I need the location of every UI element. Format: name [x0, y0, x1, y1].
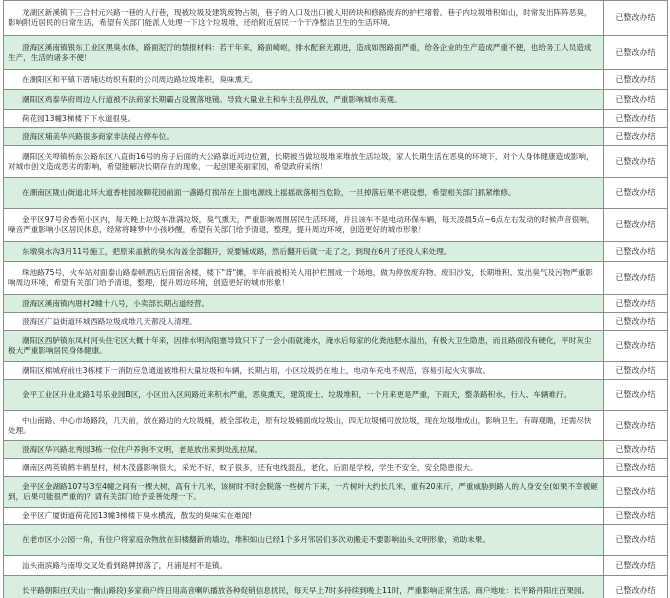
status-cell: 已整改办结 — [604, 477, 668, 508]
issue-text: 澄海区埔美华兴路很多商家非法侵占停车位。 — [4, 128, 604, 146]
status-cell: 已整改办结 — [604, 362, 668, 380]
table-row — [4, 380, 668, 411]
issue-text: 中山南路、中心市场路段，几天前，放在路边的大垃圾桶，被全部收走，原有垃圾桶面成垃圾山，四无垃圾桶可放垃圾，现在垃圾堆成山，影响卫生。有碍观瞻，还需尽快处理。 — [4, 411, 604, 441]
status-cell: 已整改办结 — [604, 295, 668, 313]
table-row — [4, 313, 668, 331]
table-row — [4, 525, 668, 556]
issue-text: 潮阳区西胪镇东凤村河头住宅区大概十年来，因排水明沟阻塞导致只下了一会小雨就淹水，淹水后每家的化粪池肥水溢出，有极大卫生隐患，而且路面没有硬化，平时灰尘极大严重影响居民身体健康。 — [4, 331, 604, 362]
table-row — [4, 110, 668, 128]
status-cell: 已整改办结 — [604, 36, 668, 70]
status-cell: 已整改办结 — [604, 128, 668, 146]
issue-text: 澄海区广益街道环城西路垃圾成堆几天都没人清理。 — [4, 313, 604, 331]
issue-text: 长平路朝阳庄(天山一衡山路段)多家商户终日用高音喇叭播放各种促销信息扰民，每天早上7时多持续到晚上11时，严重影响正常生活。商户地址：长平路丹阳庄百果园。 — [4, 576, 604, 598]
status-cell: 已整改办结 — [604, 556, 668, 576]
table-row — [4, 411, 668, 441]
issue-text: 潮阳区鸡泰华府周边人行道被不法商家长期霸占设置落地镜。导致大量业主和车主乱停乱放，严重影响城市美观。 — [4, 90, 604, 110]
table-row — [4, 362, 668, 380]
status-cell: 已整改办结 — [604, 525, 668, 556]
status-cell: 已整改办结 — [604, 441, 668, 459]
issue-text: 澄海区溪南镇银东工业区黑臭水体，路面泥泞的禁报材料：若干年来，路面崎岖，排水配套无跟进，造成如图路面严重，给各企业的生产造成严重不便，也给务工人员造成生产，生活的诸多不便！ — [4, 36, 604, 70]
status-cell: 已整改办结 — [604, 110, 668, 128]
table-row — [4, 36, 668, 70]
table-row — [4, 556, 668, 576]
status-cell: 已整改办结 — [604, 459, 668, 477]
issue-text: 荷花园13幢3梯楼下下水道很臭。 — [4, 110, 604, 128]
status-cell: 已整改办结 — [604, 242, 668, 262]
table-row — [4, 146, 668, 178]
status-cell: 已整改办结 — [604, 576, 668, 598]
status-cell: 已整改办结 — [604, 90, 668, 110]
status-cell: 已整改办结 — [604, 313, 668, 331]
status-cell: 已整改办结 — [604, 262, 668, 295]
issue-text: 珠池路75号，火车站对面泰山路泰顿酒店后面宿舍楼，楼下"背"摊，半年前被相关人用护栏围成一个场地，做为停放废弃物、废旧沙发，长期堆积、发出臭气及污物严重影响周边环境，希望有关部门给予清退，整理，提升周边环境，创造更好的城市形象！ — [4, 262, 604, 295]
issue-text: 东墩臭水沟3月11号施工，把原来盖掀的臭水沟盖全部翻开，说要铺成路，然后翻开后就一走了之，到现在6月了还没人来处理。 — [4, 242, 604, 262]
table-row — [4, 576, 668, 598]
table-row — [4, 262, 668, 295]
issue-text: 澄海区华兴路北秀园3栋一位住户养狗不文明，老是放出来到处乱拉屎。 — [4, 441, 604, 459]
status-cell: 已整改办结 — [604, 209, 668, 242]
complaint-table — [3, 0, 668, 598]
status-cell: 已整改办结 — [604, 1, 668, 36]
issue-text: 在老市区小公园一角，有住户将家庭杂物放在旧楼翻新的墙边，堆积如山已经1个多月邻居们多次劝搬走不要影响汕头文明形象，劝助未果。 — [4, 525, 604, 556]
table-row — [4, 477, 668, 508]
status-cell: 已整改办结 — [604, 380, 668, 411]
status-cell: 已整改办结 — [604, 331, 668, 362]
table-row — [4, 128, 668, 146]
issue-text: 金平区广厦街道荷花园13幢3梯楼下臭水横流，散发的臭味实在难闻! — [4, 508, 604, 525]
table-row — [4, 508, 668, 525]
table-row — [4, 331, 668, 362]
table-row — [4, 90, 668, 110]
issue-text: 潮南区两英镇鹤丰鹤星村，树木茂盛影响很大，采光不好，蚊子很多，还有电线混乱，老化，后面是学校，学生不安全，安全隐患很大。 — [4, 459, 604, 477]
table-row — [4, 441, 668, 459]
issue-text: 龙湖区新溪镇下三合村元兴路一巷的人行巷，现被垃圾及建筑废物占领，巷子的入口及出口被人用砖块和修路废弃的护栏堵着。巷子内垃圾堆积如山，时常发出阵阵恶臭，影响附近居民的日常生活，希望有关部门能派人处理一下这个垃圾堆，还给附近居民一个干净整洁卫生的生活环境。 — [4, 1, 604, 36]
complaint-table-body — [4, 1, 668, 598]
issue-text: 澄海区溪南镇内厝村2幢十八号，小卖部长期占道经营。 — [4, 295, 604, 313]
issue-text: 汕头南滨路与南埠交叉处看到路牌掉落了，月浦是村不是镇。 — [4, 556, 604, 576]
table-row — [4, 70, 668, 90]
status-cell: 已整改办结 — [604, 411, 668, 441]
issue-text: 金平区97号舍香苑小区内，每天晚上垃圾车准满垃圾，臭气熏天，严重影响周围居民生活环境，并且该车不是电动环保车辆，每天凌晨5点~6点左右发动的时候声音很响，噪音严重影响小区居民休息，经常将睡梦中小孩吵醒，希望有关部门给予清退，整理，提升周边环境，创造更好的城市形象！ — [4, 209, 604, 242]
issue-text: 金平区金湖路107号3至4幢之间有一棵大树，高有十几米，该树时不时会脱落一些树片下来，一片树叶大约长几米，重有20来斤，严重威胁到路人的人身安全(如果不幸被砸到，后果可能很严重的)？请有关部门给予妥善处理一下。 — [4, 477, 604, 508]
issue-text: 在潮南区陇山街道北环大道香桂园竣聊花园前面一盏路灯损吊在上面电源线上摇摇欲落相当危险，一旦掉落后果不堪设想，希望相关部门抓紧维修。 — [4, 178, 604, 209]
table-row — [4, 209, 668, 242]
issue-text: 潮阳区棉城府前庄3栋楼下一消防应急通道被堆积大量垃圾和车辆，长期占用，小区垃圾扔在地上，电动车充电不规范，容易引起火灾事故。 — [4, 362, 604, 380]
status-cell: 已整改办结 — [604, 70, 668, 90]
status-cell: 已整改办结 — [604, 178, 668, 209]
table-row — [4, 178, 668, 209]
issue-text: 在潮阳区和平镇下厝埔达纺织有限的公司周边路垃圾堆积，臭味熏天。 — [4, 70, 604, 90]
issue-text: 金平工业区升业北路1号乐业园B区，小区出入区间路近来积水严重，恶臭熏天，建筑废土、垃圾堆积，一个月来更是严重，下雨天，整条路积水，行人、车辆难行。 — [4, 380, 604, 411]
status-cell: 已整改办结 — [604, 508, 668, 525]
table-row — [4, 459, 668, 477]
table-row — [4, 1, 668, 36]
table-row — [4, 295, 668, 313]
status-cell: 已整改办结 — [604, 146, 668, 178]
issue-text: 潮阳区关埠镇桥东公路东区八直街16号的房子后面的大公路靠近河边位置，长期被当做垃圾堆来堆放生活垃圾，家人长期生活在恶臭的环境下，对个人身体健康造成影响，对城市创文造成恶劣的影响，希望能解决长期存在的现象，一起创建美丽家园，希望政府采纳！ — [4, 146, 604, 178]
table-row — [4, 242, 668, 262]
